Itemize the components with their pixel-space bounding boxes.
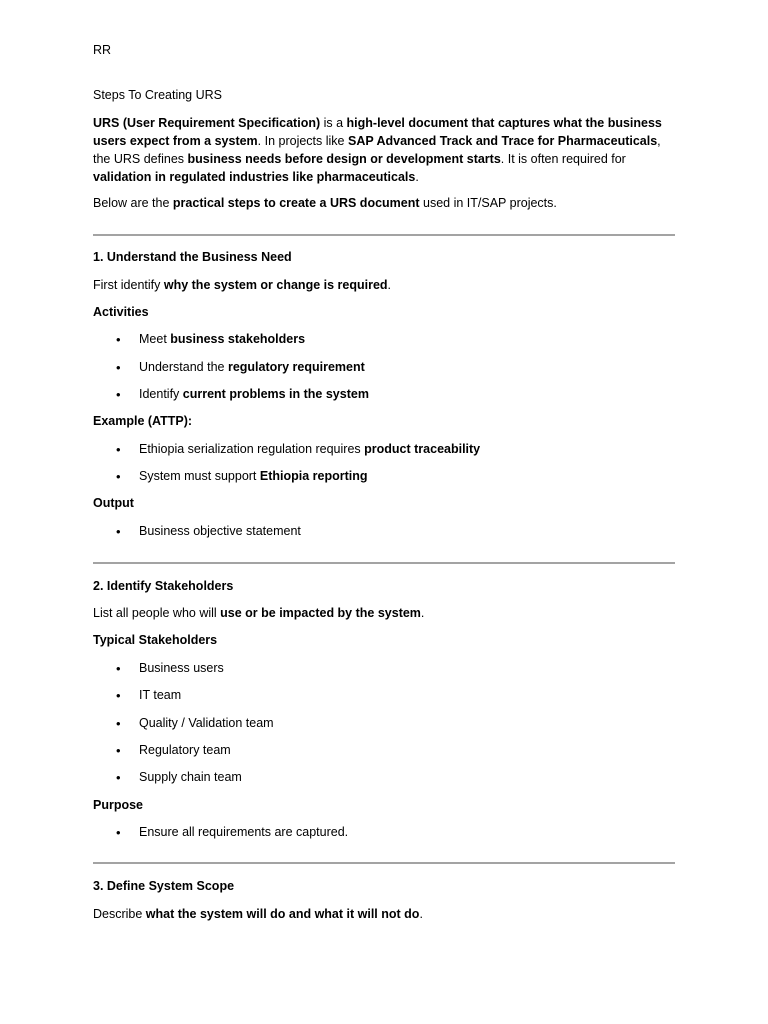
text-run: . In projects like [257, 134, 348, 148]
bold-text-run: high-level document that captures what the business users expect from a system [93, 116, 662, 148]
bold-text-run: why the system or change is required [163, 278, 388, 292]
section-1-lead [93, 277, 391, 294]
section-2-lead [93, 605, 424, 622]
section-3-heading: 3. Define System Scope [93, 879, 235, 893]
text-run: Identify [139, 387, 183, 401]
bold-text-run: practical steps to create a URS document [172, 196, 420, 210]
purpose-label: Purpose [93, 798, 144, 812]
text-run: Business objective statement [139, 524, 301, 538]
intro-paragraph [93, 114, 678, 186]
text-run: Meet [139, 332, 171, 346]
text-run: , the URS defines [93, 134, 661, 166]
header-initials: RR [93, 43, 112, 57]
text-run: Below are the [93, 196, 173, 210]
section-divider [93, 562, 675, 564]
text-run: . [387, 278, 392, 292]
text-run: Ethiopia serialization regulation requires [139, 442, 365, 456]
bold-text-run: business needs before design or development starts [187, 152, 501, 166]
section-1-heading: 1. Understand the Business Need [93, 250, 292, 264]
intro-steps-paragraph [93, 195, 557, 212]
text-run: List all people who will [93, 606, 221, 620]
text-run: First identify [93, 278, 164, 292]
text-run: Ensure all requirements are captured. [139, 825, 349, 839]
bold-text-run: URS (User Requirement Specification) [93, 116, 321, 130]
section-divider [93, 862, 675, 864]
text-run: IT team [139, 688, 182, 702]
text-run: Understand the [139, 360, 228, 374]
example-label: Example (ATTP): [93, 414, 193, 428]
bold-text-run: product traceability [364, 442, 481, 456]
text-run: . [415, 170, 419, 184]
section-divider [93, 234, 675, 236]
output-label: Output [93, 496, 134, 510]
text-run: Business users [139, 661, 224, 675]
text-run: used in IT/SAP projects. [419, 196, 557, 210]
section-2-heading: 2. Identify Stakeholders [93, 579, 234, 593]
bold-text-run: use or be impacted by the system [220, 606, 421, 620]
bold-text-run: what the system will do and what it will not do [145, 907, 420, 921]
document-title: Steps To Creating URS [93, 88, 222, 102]
section-3-lead [93, 906, 423, 923]
bold-text-run: SAP Advanced Track and Trace for Pharmaceuticals [348, 134, 658, 148]
activities-label: Activities [93, 305, 149, 319]
text-run: Quality / Validation team [139, 716, 274, 730]
bold-text-run: Ethiopia reporting [259, 469, 368, 483]
bold-text-run: business stakeholders [170, 332, 306, 346]
text-run: . It is often required for [500, 152, 626, 166]
bold-text-run: validation in regulated industries like pharmaceuticals [93, 170, 416, 184]
text-run: . [420, 606, 425, 620]
text-run: . [419, 907, 423, 921]
text-run: Describe [93, 907, 146, 921]
bold-text-run: current problems in the system [182, 387, 369, 401]
stakeholders-label: Typical Stakeholders [93, 633, 218, 647]
text-run: is a [320, 116, 347, 130]
text-run: Regulatory team [139, 743, 231, 757]
text-run: System must support [139, 469, 260, 483]
text-run: Supply chain team [139, 770, 242, 784]
bold-text-run: regulatory requirement [227, 360, 365, 374]
